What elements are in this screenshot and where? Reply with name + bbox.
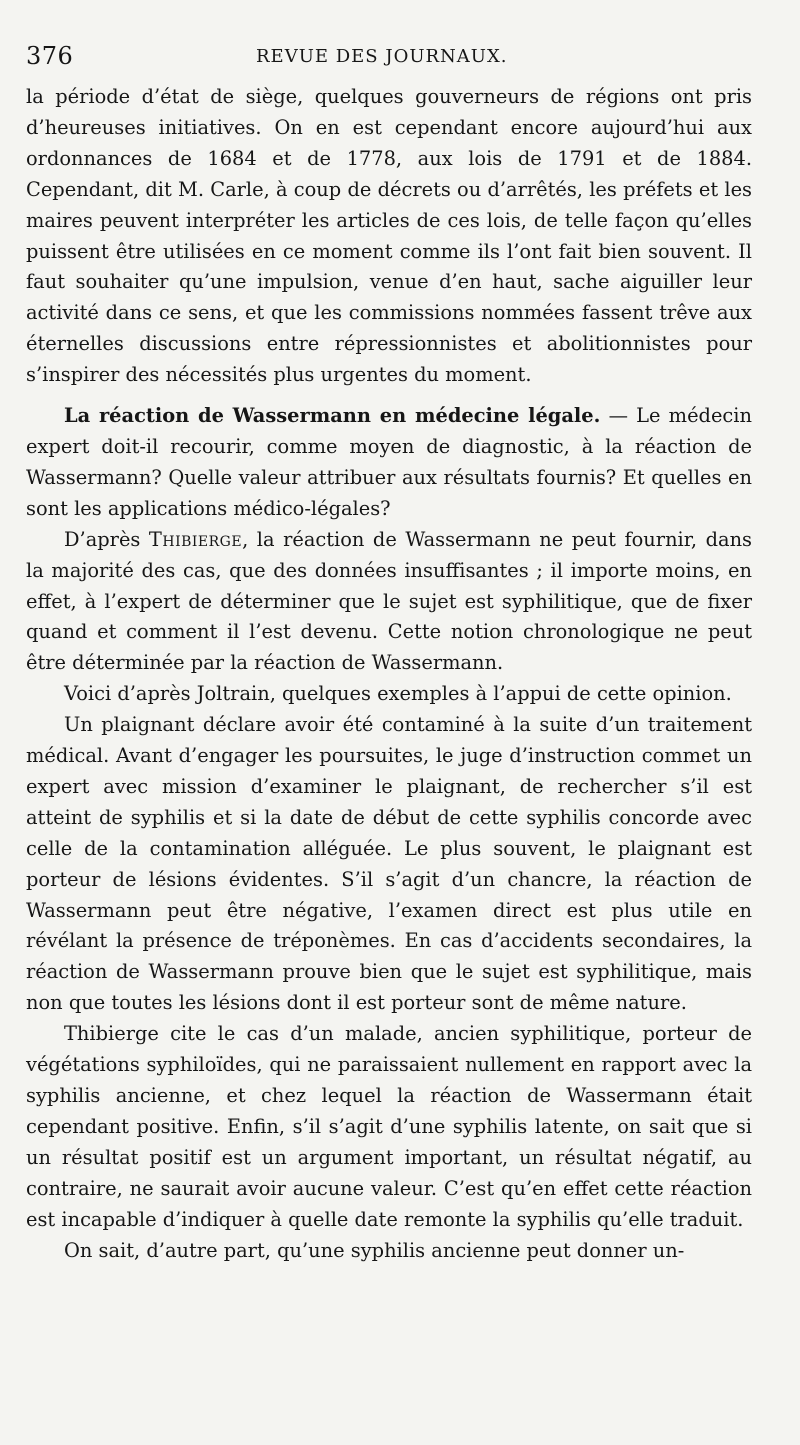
paragraph-thibierge-opinion xyxy=(26,525,752,680)
section-intro-text: — Le médecin expert doit-il recourir, comme moyen de diagnostic, à la réaction de Wassermann? Quelle valeur attribuer aux résultats fournis? Et quelles en sont les applications médico-légales? xyxy=(26,404,752,520)
page-header xyxy=(26,38,752,82)
paragraph-wassermann-intro xyxy=(26,401,752,525)
paragraph-continuation: la période d’état de siège, quelques gouverneurs de régions ont pris d’heureuses initiatives. On en est cependant encore aujourd’hui aux ordonnances de 1684 et de 1778, aux lois de 1791 et de 1884. Cependant, dit M. Carle, à coup de décrets ou d’arrêtés, les préfets et les maires peuvent interpréter les articles de ces lois, de telle façon qu’elles puissent être utilisées en ce moment comme ils l’ont fait bien souvent. Il faut souhaiter qu’une impulsion, venue d’en haut, sache aiguiller leur activité dans ce sens, et que les commissions nommées fassent trêve aux éternelles discussions entre répressionnistes et abolitionnistes pour s’inspirer des nécessités plus urgentes du moment. xyxy=(26,85,752,387)
paragraph-ancient-syphilis: On sait, d’autre part, qu’une syphilis ancienne peut donner un- xyxy=(64,1238,685,1262)
paragraph-text-after: , la réaction de Wassermann ne peut fournir, dans la majorité des cas, que des données insuffisantes ; il importe moins, en effet, à l’expert de déterminer que le sujet est syphilitique, que de fixer quand et comment il l’est devenu. Cette notion chronologique ne peut être déterminée par la réaction de Wassermann. xyxy=(26,527,753,675)
paragraph-plaintiff-case: Un plaignant déclare avoir été contaminé à la suite d’un traitement médical. Avant d’engager les poursuites, le juge d’instruction commet un expert avec mission d’examiner le plaignant, de rechercher s’il est atteint de syphilis et si la date de début de cette syphilis concorde avec celle de la contamination alléguée. Le plus souvent, le plaignant est porteur de lésions évidentes. S’il s’agit d’un chancre, la réaction de Wassermann peut être négative, l’examen direct est plus utile en révélant la présence de tréponèmes. En cas d’accidents secondaires, la réaction de Wassermann prouve bien que le sujet est syphilitique, mais non que toutes les lésions dont il est porteur sont de même nature. xyxy=(26,713,752,1015)
section-title: La réaction de Wassermann en médecine légale. xyxy=(64,404,601,428)
paragraph-examples-intro: Voici d’après Joltrain, quelques exemples à l’appui de cette opinion. xyxy=(64,682,732,706)
page-number: 376 xyxy=(26,42,74,70)
author-name: Thibierge xyxy=(148,527,243,551)
running-head: REVUE DES JOURNAUX. xyxy=(256,46,508,67)
paragraph-thibierge-case: Thibierge cite le cas d’un malade, ancien syphilitique, porteur de végétations syphiloïdes, qui ne paraissaient nullement en rapport avec la syphilis ancienne, et chez lequel la réaction de Wassermann était cependant positive. Enfin, s’il s’agit d’une syphilis latente, on sait que si un résultat positif est un argument important, un résultat négatif, au contraire, ne saurait avoir aucune valeur. C’est qu’en effet cette réaction est incapable d’indiquer à quelle date remonte la syphilis qu’elle traduit. xyxy=(26,1022,752,1231)
article-body xyxy=(26,82,752,1266)
paragraph-text-before: D’après xyxy=(64,527,149,551)
